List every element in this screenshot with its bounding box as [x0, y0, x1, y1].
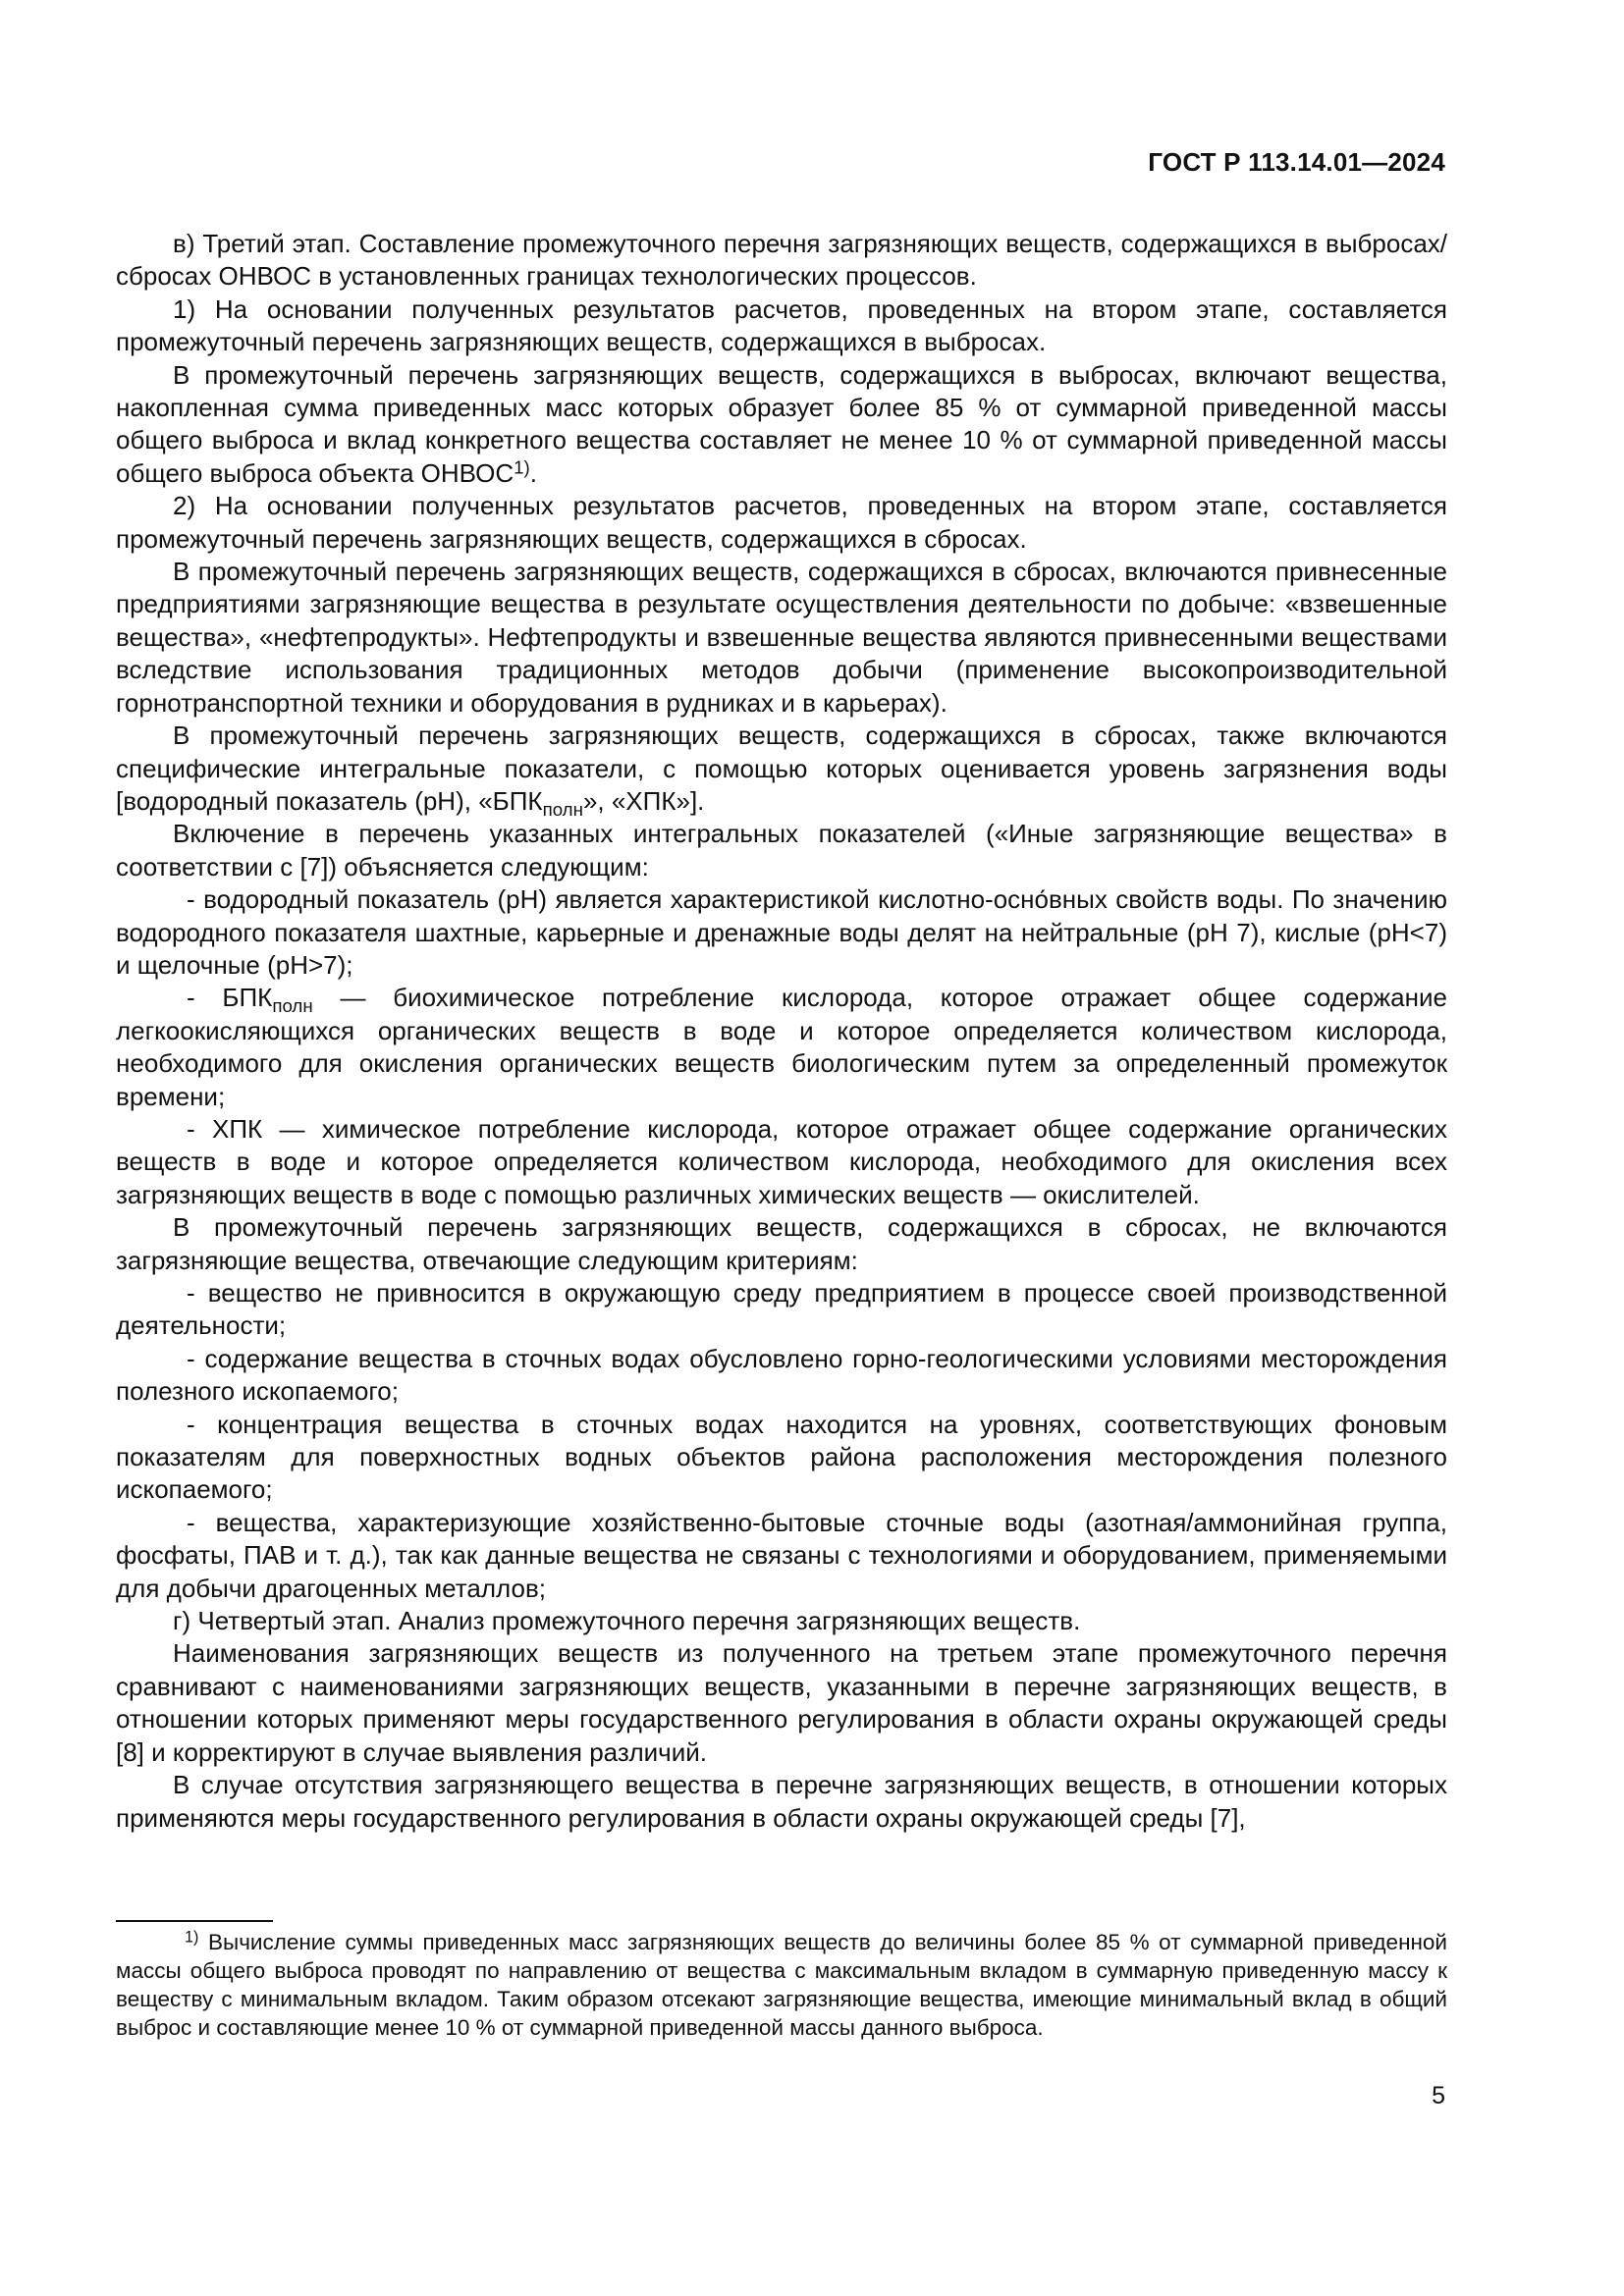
- paragraph-absence-case: В случае отсутствия загрязняющего вещества в перечне загрязняющих веществ, в отношении которых применяются меры государственного регулирования в области охраны окружающей среды [7],: [116, 1770, 1447, 1833]
- list-item-criterion-1: - вещество не привносится в окружающую среду предприятием в процессе своей производственной деятельности;: [116, 1278, 1447, 1341]
- paragraph-integral-indicators: [116, 720, 1447, 818]
- paragraph-stage-3: в) Третий этап. Составление промежуточного перечня загрязняющих веществ, содержащихся в выбросах/сбросах ОНВОС в установленных границах технологических процессов.: [116, 229, 1447, 292]
- paragraph-item-1: 1) На основании полученных результатов расчетов, проведенных на втором этапе, составляется промежуточный перечень загрязняющих веществ, содержащихся в выбросах.: [116, 294, 1447, 357]
- subscript: полн: [272, 995, 313, 1017]
- document-code-header: ГОСТ Р 113.14.01—2024: [1148, 147, 1445, 177]
- paragraph-discharges-list: В промежуточный перечень загрязняющих веществ, содержащихся в сбросах, включаются привнесенные предприятиями загрязняющие вещества в результате осуществления деятельности по добыче: «взвешенные вещества», «нефтепродукты». Нефтепродукты и взвешенные вещества являются привнесенными веществами вследствие использования традиционных методов добычи (применение высокопроизводительной горнотранспортной техники и оборудования в рудниках и в карьерах).: [116, 557, 1447, 718]
- footnote-paragraph: [116, 1928, 1447, 2042]
- body-text: [116, 228, 1447, 1835]
- paragraph-exclusion-criteria: В промежуточный перечень загрязняющих веществ, содержащихся в сбросах, не включаются загрязняющие вещества, отвечающие следующим критериям:: [116, 1212, 1447, 1275]
- footnote-reference: 1): [514, 456, 530, 478]
- list-item-ph: - водородный показатель (pH) является характеристикой кислотно-осно́вных свойств воды. По значению водородного показателя шахтные, карьерные и дренажные воды делят на нейтральные (pH 7), кислые (pH<7) и щелочные (pH>7);: [116, 884, 1447, 980]
- paragraph-text: В промежуточный перечень загрязняющих веществ, содержащихся в сбросах, также включаются специфические интегральные показатели, с помощью которых оценивается уровень загрязнения воды [водородный показатель (pH), «БПК: [116, 721, 1447, 816]
- paragraph-names-comparison: Наименования загрязняющих веществ из полученного на третьем этапе промежуточного перечня сравнивают с наименованиями загрязняющих веществ, указанными в перечне загрязняющих веществ, в отношении которых применяют меры государственного регулирования в области охраны окружающей среды [8] и корректируют в случае выявления различий.: [116, 1638, 1447, 1767]
- paragraph-item-2: 2) На основании полученных результатов расчетов, проведенных на втором этапе, составляется промежуточный перечень загрязняющих веществ, содержащихся в сбросах.: [116, 491, 1447, 554]
- page-number: 5: [1432, 2082, 1445, 2109]
- paragraph-text: В промежуточный перечень загрязняющих веществ, содержащихся в выбросах, включают вещества, накопленная сумма приведенных масс которых образует более 85 % от суммарной приведенной массы общего выброса и вклад конкретного вещества составляет не менее 10 % от суммарной приведенной массы общего выброса объекта ОНВОС: [116, 359, 1447, 488]
- list-item-criterion-2: - содержание вещества в сточных водах обусловлено горно-геологическими условиями месторождения полезного ископаемого;: [116, 1343, 1447, 1407]
- footnote: [116, 1928, 1447, 2042]
- list-item-criterion-4: - вещества, характеризующие хозяйственно-бытовые сточные воды (азотная/аммонийная группа, фосфаты, ПАВ и т. д.), так как данные вещества не связаны с технологиями и оборудованием, применяемыми для добычи драгоценных металлов;: [116, 1507, 1447, 1603]
- paragraph-text: », «ХПК»].: [582, 785, 705, 816]
- paragraph-inclusion-explanation: Включение в перечень указанных интегральных показателей («Иные загрязняющие вещества» в соответствии с [7]) объясняется следующим:: [116, 819, 1447, 881]
- list-item-text: — биохимическое потребление кислорода, которое отражает общее содержание легкоокисляющихся органических веществ в воде и которое определяется количеством кислорода, необходимого для окисления органических веществ биологическим путем за определенный промежуток времени;: [116, 983, 1447, 1111]
- footnote-mark: 1): [185, 1928, 199, 1947]
- paragraph-emissions-list: [116, 359, 1447, 491]
- list-item-criterion-3: - концентрация вещества в сточных водах находится на уровнях, соответствующих фоновым показателям для поверхностных водных объектов района расположения месторождения полезного ископаемого;: [116, 1409, 1447, 1505]
- paragraph-stage-4: г) Четвертый этап. Анализ промежуточного перечня загрязняющих веществ.: [173, 1606, 1081, 1636]
- subscript: полн: [542, 798, 583, 820]
- list-item-text: - БПК: [187, 983, 273, 1013]
- footnote-text: Вычисление суммы приведенных масс загрязняющих веществ до величины более 85 % от суммарной приведенной массы общего выброса проводят по направлению от вещества с максимальным вкладом в суммарную приведенную массу к веществу с минимальным вкладом. Таким образом отсекают загрязняющие вещества, имеющие минимальный вклад в общий выброс и составляющие менее 10 % от суммарной приведенной массы данного выброса.: [116, 1930, 1447, 2040]
- list-item-bpk: [116, 982, 1447, 1113]
- paragraph-end: .: [529, 457, 538, 488]
- list-item-hpk: - ХПК — химическое потребление кислорода, которое отражает общее содержание органических веществ в воде и которое определяется количеством кислорода, необходимого для окисления всех загрязняющих веществ в воде с помощью различных химических веществ — окислителей.: [116, 1113, 1447, 1209]
- footnote-separator: [116, 1920, 273, 1922]
